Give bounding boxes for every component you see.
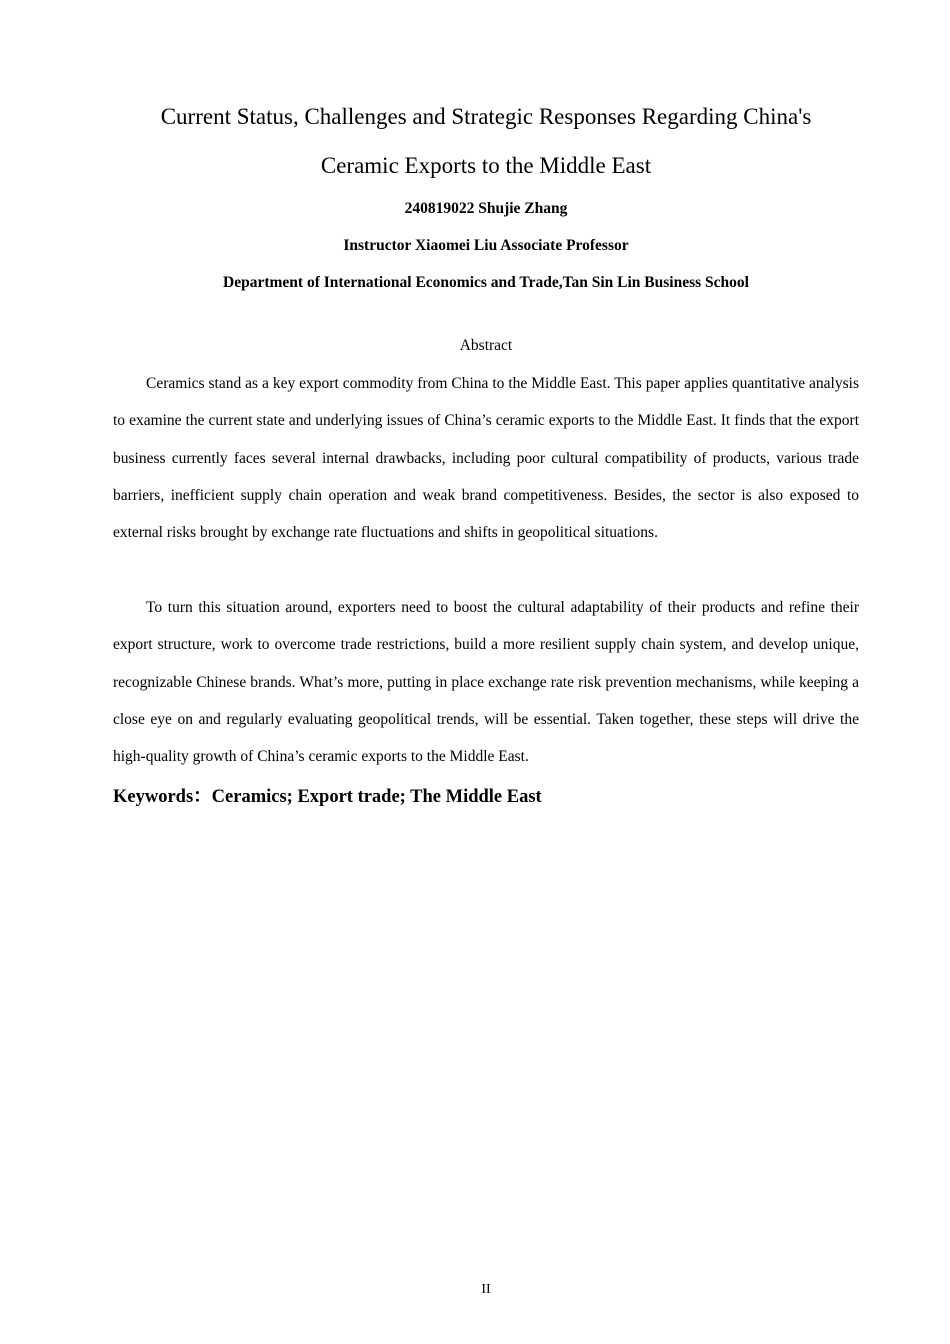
title-line-1: Current Status, Challenges and Strategic Responses Regarding China's <box>160 104 812 129</box>
department-line: Department of International Economics and Trade,Tan Sin Lin Business School <box>223 274 749 291</box>
instructor-line: Instructor Xiaomei Liu Associate Professor <box>343 237 629 254</box>
abstract-paragraph-1: Ceramics stand as a key export commodity from China to the Middle East. This paper applies quantitative analysis to examine the current state and underlying issues of China’s ceramic exports to the Middle East. It finds that the export business currently faces several internal drawbacks, including poor cultural compatibility of products, various trade barriers, inefficient supply chain operation and weak brand competitiveness. Besides, the sector is also exposed to external risks brought by exchange rate fluctuations and shifts in geopolitical situations. <box>113 375 859 542</box>
abstract-heading: Abstract <box>459 337 513 354</box>
title-line-2: Ceramic Exports to the Middle East <box>320 153 652 178</box>
author-line: 240819022 Shujie Zhang <box>404 200 568 217</box>
paper-title <box>60 92 912 190</box>
keywords-line: Keywords：Ceramics; Export trade; The Middle East <box>113 787 542 807</box>
page-number: II <box>481 1282 491 1297</box>
abstract-paragraph-2: To turn this situation around, exporters need to boost the cultural adaptability of their products and refine their export structure, work to overcome trade restrictions, build a more resilient supply chain system, and develop unique, recognizable Chinese brands. What’s more, putting in place exchange rate risk prevention mechanisms, while keeping a close eye on and regularly evaluating geopolitical trends, will be essential. Taken together, these steps will drive the high-quality growth of China’s ceramic exports to the Middle East. <box>113 599 859 766</box>
